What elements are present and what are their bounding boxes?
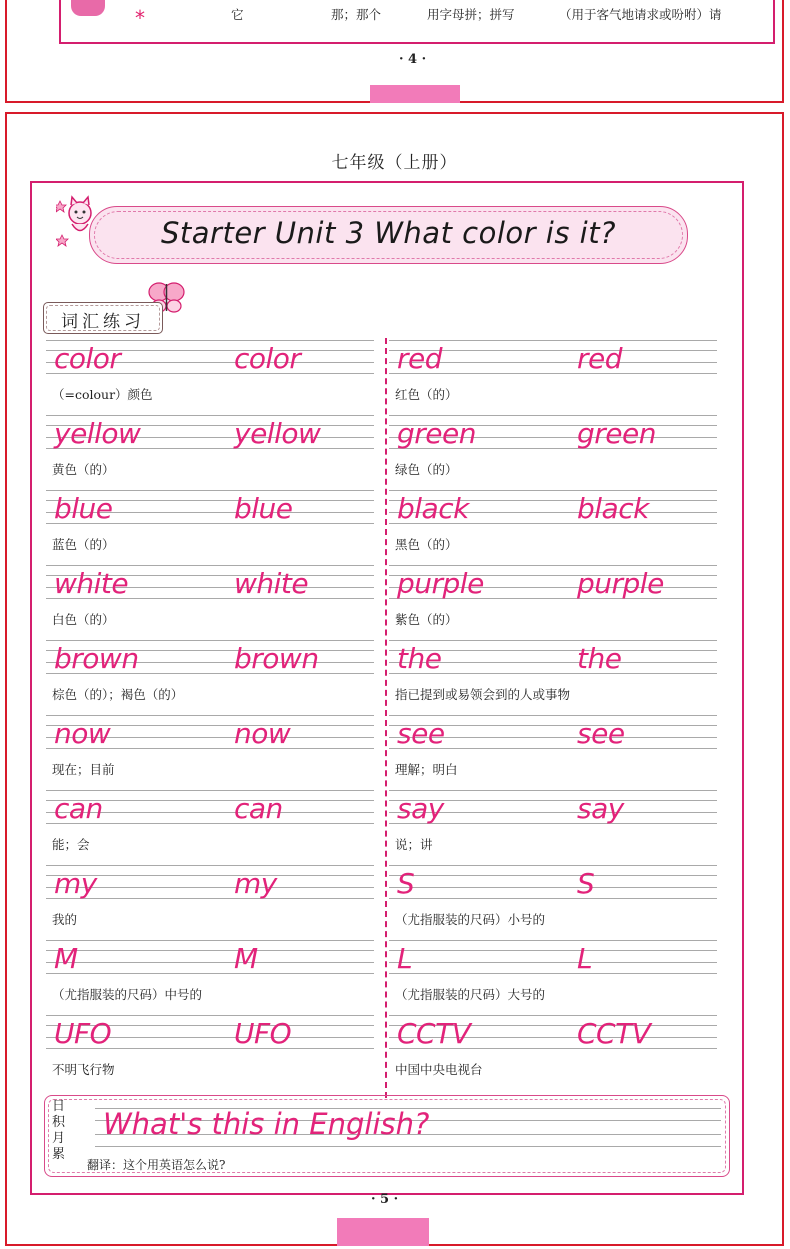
vocab-meaning: （=colour）颜色 (52, 387, 153, 402)
vocab-word: brown (54, 642, 139, 675)
vocab-meaning: （尤指服装的尺码）小号的 (395, 912, 546, 927)
page-header: 七年级（上册） (331, 153, 458, 173)
vocab-word-copy: blue (234, 492, 293, 525)
vocab-entry (389, 715, 717, 790)
prev-meaning-3: 用字母拼；拼写 (427, 7, 515, 22)
vocab-meaning: 蓝色（的） (52, 537, 115, 552)
vocab-entry (46, 1015, 374, 1090)
vocab-entry (389, 940, 717, 1015)
vocab-word: blue (54, 492, 113, 525)
vocab-word-copy: red (577, 342, 623, 375)
vocab-meaning: 中国中央电视台 (395, 1062, 483, 1077)
vocab-word: green (397, 417, 476, 450)
vocab-meaning: 指已提到或易领会到的人或事物 (395, 687, 571, 702)
page-number: · 5 · (371, 1192, 399, 1207)
vocab-word-copy: see (577, 717, 625, 750)
vocab-meaning: 紫色（的） (395, 612, 458, 627)
content-frame (30, 181, 744, 1195)
vocab-word-copy: now (234, 717, 291, 750)
vocab-word: L (397, 942, 413, 975)
vocab-word: the (397, 642, 442, 675)
vocab-word: now (54, 717, 111, 750)
vocab-meaning: （尤指服装的尺码）中号的 (52, 987, 203, 1002)
vocab-meaning: 理解；明白 (395, 762, 458, 777)
vocab-word: yellow (54, 417, 141, 450)
vocab-word: UFO (54, 1017, 112, 1050)
cartoon-deco-icon (71, 0, 105, 16)
vocab-word-copy: can (234, 792, 283, 825)
vocab-word: color (54, 342, 121, 375)
vocab-entry (46, 565, 374, 640)
vocab-entry (46, 340, 374, 415)
vocab-word-copy: color (234, 342, 301, 375)
vocab-word: white (54, 567, 129, 600)
page-tab (370, 85, 460, 103)
vocab-meaning: 能；会 (52, 837, 90, 852)
vocab-word-copy: green (577, 417, 656, 450)
vocab-entry (389, 340, 717, 415)
previous-page-frame (59, 0, 775, 44)
previous-page-number: · 4 · (399, 52, 427, 67)
vocab-meaning: 黑色（的） (395, 537, 458, 552)
page-tab (337, 1218, 429, 1246)
vocab-word-copy: say (577, 792, 624, 825)
page (5, 112, 784, 1246)
vocab-word-copy: CCTV (577, 1017, 651, 1050)
vocab-entry (389, 415, 717, 490)
vocab-entry (389, 640, 717, 715)
vocab-word: purple (397, 567, 484, 600)
vocab-word: black (397, 492, 469, 525)
vocab-meaning: 绿色（的） (395, 462, 458, 477)
vocab-word: CCTV (397, 1017, 471, 1050)
vocab-entry (46, 715, 374, 790)
vocab-word-copy: brown (234, 642, 319, 675)
vocab-entry (389, 790, 717, 865)
unit-title-box (89, 206, 688, 264)
vocab-word-copy: the (577, 642, 622, 675)
vocab-word-copy: purple (577, 567, 664, 600)
vocab-word-copy: my (234, 867, 277, 900)
vocab-meaning: （尤指服装的尺码）大号的 (395, 987, 546, 1002)
vocab-meaning: 我的 (52, 912, 78, 927)
vocab-meaning: 不明飞行物 (52, 1062, 115, 1077)
vocab-word-copy: M (234, 942, 258, 975)
vocab-word: M (54, 942, 78, 975)
vocab-entry (389, 865, 717, 940)
unit-title: Starter Unit 3 What color is it? (161, 216, 616, 250)
vocab-word: can (54, 792, 103, 825)
vocab-meaning: 红色（的） (395, 387, 458, 402)
vocab-word: red (397, 342, 443, 375)
vocab-word-copy: L (577, 942, 593, 975)
vocab-word: my (54, 867, 97, 900)
star-icon: * (135, 6, 145, 30)
daily-translation: 翻译：这个用英语怎么说? (87, 1158, 226, 1172)
vocab-entry (389, 490, 717, 565)
vocab-word-copy: black (577, 492, 649, 525)
vocab-word-copy: S (577, 867, 595, 900)
vocab-entry (46, 490, 374, 565)
vocab-word-copy: UFO (234, 1017, 292, 1050)
daily-box (44, 1095, 730, 1177)
vocab-word: say (397, 792, 444, 825)
vocab-meaning: 棕色（的）；褐色（的） (52, 687, 184, 702)
vocab-word: see (397, 717, 445, 750)
vocab-meaning: 说；讲 (395, 837, 433, 852)
vocab-meaning: 白色（的） (52, 612, 115, 627)
vocab-entry (46, 640, 374, 715)
vocab-word: S (397, 867, 415, 900)
daily-sentence: What's this in English? (103, 1107, 430, 1141)
vocab-meaning: 黄色（的） (52, 462, 115, 477)
previous-page-fragment (5, 0, 784, 103)
vocab-entry (46, 415, 374, 490)
prev-meaning-4: （用于客气地请求或吩咐）请 (559, 7, 722, 22)
vocab-entry (389, 565, 717, 640)
vocab-word-copy: white (234, 567, 309, 600)
column-divider (385, 338, 387, 1098)
prev-meaning-2: 那；那个 (331, 7, 382, 22)
daily-label: 日积月累 (52, 1099, 66, 1162)
vocab-entry (46, 790, 374, 865)
vocab-meaning: 现在；目前 (52, 762, 115, 777)
section-label: 词汇练习 (43, 302, 163, 334)
vocab-entry (46, 865, 374, 940)
vocab-word-copy: yellow (234, 417, 321, 450)
vocab-entry (389, 1015, 717, 1090)
prev-meaning-1: 它 (231, 7, 244, 22)
vocab-entry (46, 940, 374, 1015)
